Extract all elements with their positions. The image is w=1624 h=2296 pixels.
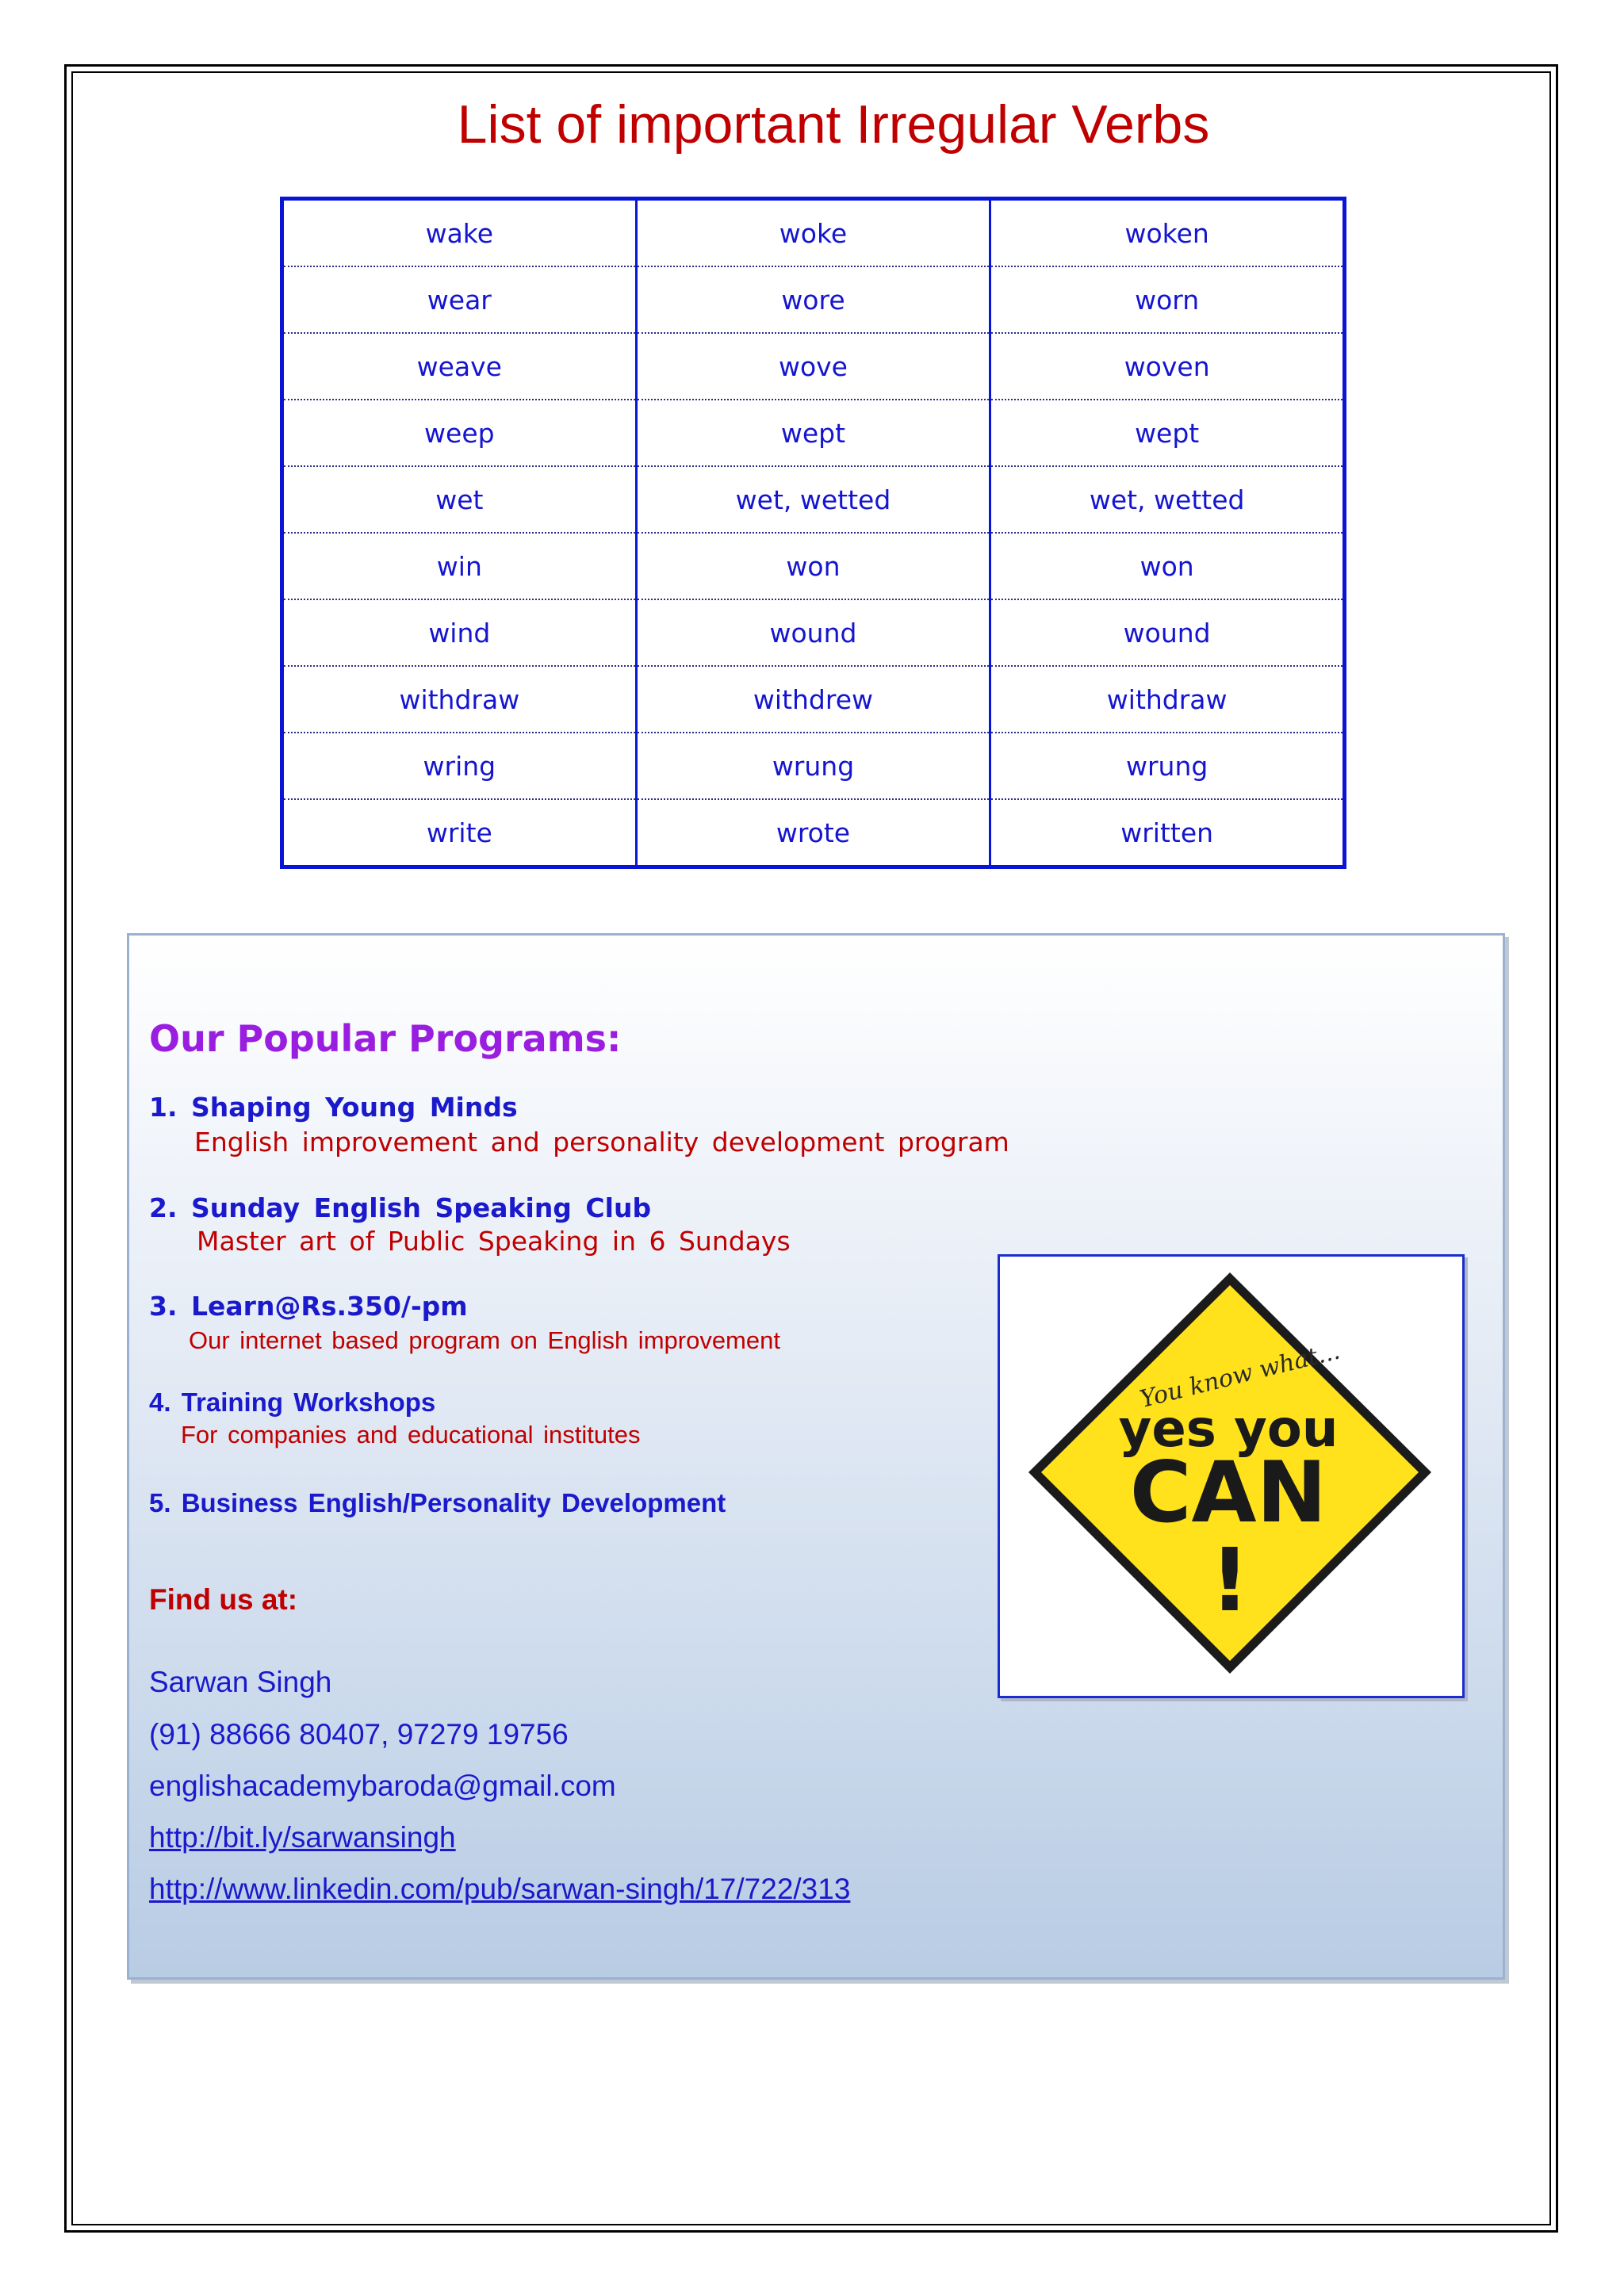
linkedin-link[interactable]: http://www.linkedin.com/pub/sarwan-singh/17/722/313 (149, 1873, 851, 1905)
verb-past-participle: written (990, 799, 1345, 867)
verb-past: won (636, 533, 990, 599)
verb-past: wet, wetted (636, 466, 990, 533)
verb-base: weep (282, 400, 637, 466)
contact-email: englishacademybaroda@gmail.com (149, 1770, 616, 1802)
verb-past-participle: withdraw (990, 666, 1345, 733)
contact-phone: (91) 88666 80407, 97279 19756 (149, 1718, 569, 1751)
verb-past-participle: wept (990, 400, 1345, 466)
verb-past-participle: worn (990, 266, 1345, 333)
table-row (282, 599, 1345, 666)
table-row (282, 199, 1345, 267)
program-title: 1. Shaping Young Minds (149, 1092, 518, 1123)
sign-text-middle: yes you (1118, 1400, 1339, 1459)
table-row (282, 666, 1345, 733)
verb-past: wept (636, 400, 990, 466)
table-row (282, 533, 1345, 599)
program-description: For companies and educational institutes (181, 1421, 641, 1448)
verb-base: wear (282, 266, 637, 333)
verb-base: wet (282, 466, 637, 533)
verb-past-participle: wound (990, 599, 1345, 666)
verb-past: withdrew (636, 666, 990, 733)
verb-past-participle: wet, wetted (990, 466, 1345, 533)
verb-base: wind (282, 599, 637, 666)
sign-text-exclamation: ! (1209, 1529, 1251, 1631)
verb-past-participle: won (990, 533, 1345, 599)
page-title: List of important Irregular Verbs (457, 94, 1210, 155)
bitly-link[interactable]: http://bit.ly/sarwansingh (149, 1821, 456, 1854)
program-title: 2. Sunday English Speaking Club (149, 1192, 652, 1223)
warning-sign-icon (1024, 1268, 1436, 1680)
programs-heading: Our Popular Programs: (149, 1017, 622, 1060)
verb-past: woke (636, 199, 990, 267)
table-row (282, 400, 1345, 466)
table-row (282, 266, 1345, 333)
verb-past-participle: woken (990, 199, 1345, 267)
sign-text-can: CAN (1129, 1444, 1327, 1541)
contact-name: Sarwan Singh (149, 1666, 332, 1698)
verb-past-participle: wrung (990, 733, 1345, 799)
verb-past: wore (636, 266, 990, 333)
verb-base: wring (282, 733, 637, 799)
verb-base: weave (282, 333, 637, 400)
verb-past: wrote (636, 799, 990, 867)
table-row (282, 733, 1345, 799)
verb-base: wake (282, 199, 637, 267)
verb-past-participle: woven (990, 333, 1345, 400)
verb-past: wound (636, 599, 990, 666)
program-title: 5. Business English/Personality Development (149, 1488, 726, 1517)
table-row (282, 333, 1345, 400)
irregular-verbs-table (280, 197, 1346, 869)
sign-text-top: You know what... (1137, 1337, 1343, 1414)
yes-you-can-image (998, 1254, 1465, 1698)
program-description: Our internet based program on English improvement (189, 1326, 780, 1354)
verb-base: write (426, 817, 492, 848)
verb-past: wove (636, 333, 990, 400)
verb-base: win (282, 533, 637, 599)
program-description: English improvement and personality development program (194, 1127, 1009, 1158)
verb-base: withdraw (282, 666, 637, 733)
find-us-heading: Find us at: (149, 1583, 298, 1616)
table-row (282, 466, 1345, 533)
program-description: Master art of Public Speaking in 6 Sundays (197, 1226, 791, 1257)
program-title: 3. Learn@Rs.350/-pm (149, 1291, 468, 1322)
table-row (282, 799, 1345, 867)
program-title: 4. Training Workshops (149, 1387, 436, 1417)
verb-past: wrung (636, 733, 990, 799)
